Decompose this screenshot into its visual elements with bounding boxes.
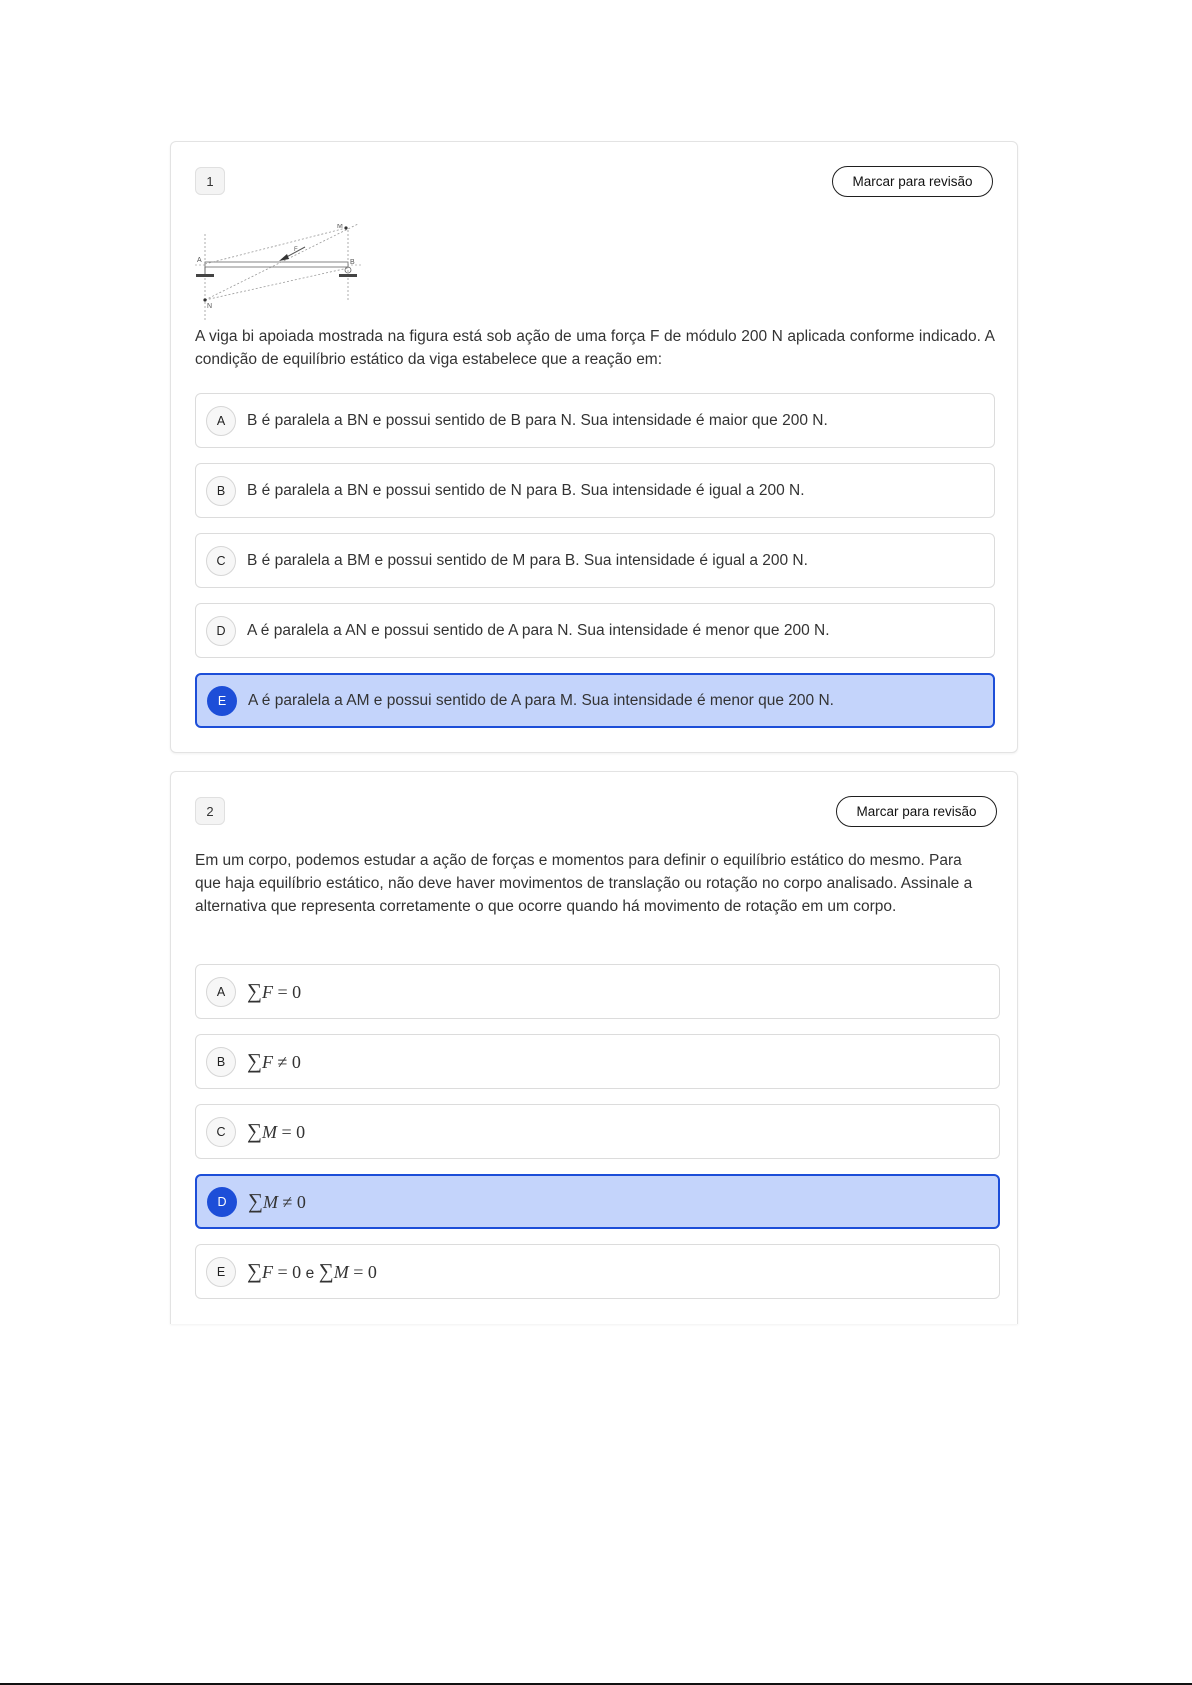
label-f: F <box>294 247 298 253</box>
question-text: A viga bi apoiada mostrada na figura está sob ação de uma força F de módulo 200 N aplicada conforme indicado. A condição de equilíbrio estático da viga estabelece que a reação em: <box>195 328 995 368</box>
formula <box>247 1119 305 1144</box>
option-text: B é paralela a BM e possui sentido de M para B. Sua intensidade é igual a 200 N. <box>247 551 808 569</box>
formula-rel: ≠ <box>277 1052 288 1072</box>
sum-symbol: ∑ <box>247 979 262 1003</box>
option-letter: A <box>206 406 236 436</box>
formula <box>247 979 301 1004</box>
label-m: M <box>337 224 343 230</box>
option-d[interactable] <box>195 603 995 658</box>
option-letter: D <box>206 616 236 646</box>
beam-figure <box>193 224 373 324</box>
formula <box>248 1189 306 1214</box>
option-b[interactable] <box>195 1034 1000 1089</box>
formula-val: 0 <box>296 1192 306 1212</box>
formula-var: M <box>333 1262 349 1282</box>
formula <box>247 1259 377 1284</box>
formula-val: 0 <box>296 1122 306 1142</box>
option-letter: B <box>206 1047 236 1077</box>
option-c[interactable] <box>195 1104 1000 1159</box>
option-text: A é paralela a AN e possui sentido de A para N. Sua intensidade é menor que 200 N. <box>247 621 830 639</box>
label-b: B <box>350 259 355 266</box>
option-text: B é paralela a BN e possui sentido de N para B. Sua intensidade é igual a 200 N. <box>247 481 805 499</box>
option-c[interactable] <box>195 533 995 588</box>
option-a[interactable] <box>195 964 1000 1019</box>
sum-symbol: ∑ <box>248 1189 263 1213</box>
question-card-2 <box>170 771 1018 1324</box>
formula-var: F <box>261 1052 273 1072</box>
formula-var: F <box>261 1262 273 1282</box>
sum-symbol: ∑ <box>318 1259 334 1283</box>
formula-val: 0 <box>292 982 302 1002</box>
formula-val: 0 <box>292 1262 302 1282</box>
formula-rel: ≠ <box>282 1192 293 1212</box>
formula-var: F <box>261 982 273 1002</box>
label-n: N <box>207 303 213 310</box>
options-list <box>195 964 1000 1314</box>
label-a: A <box>197 257 202 264</box>
mark-for-review-button[interactable]: Marcar para revisão <box>832 166 993 197</box>
option-e[interactable] <box>195 1244 1000 1299</box>
formula-rel: = <box>277 982 288 1002</box>
option-text: A é paralela a AM e possui sentido de A para M. Sua intensidade é menor que 200 N. <box>248 691 834 709</box>
option-d[interactable] <box>195 1174 1000 1229</box>
formula-var: M <box>262 1192 278 1212</box>
formula-var: M <box>261 1122 277 1142</box>
option-letter: B <box>206 476 236 506</box>
formula-rel: = <box>281 1122 292 1142</box>
formula-val: 0 <box>291 1052 301 1072</box>
formula-conj: e <box>305 1265 315 1282</box>
option-letter: D <box>207 1187 237 1217</box>
option-text: B é paralela a BN e possui sentido de B para N. Sua intensidade é maior que 200 N. <box>247 411 828 429</box>
formula-val: 0 <box>367 1262 377 1282</box>
option-b[interactable] <box>195 463 995 518</box>
options-list <box>195 393 995 743</box>
formula <box>247 1049 301 1074</box>
option-letter: E <box>207 686 237 716</box>
option-letter: C <box>206 546 236 576</box>
sum-symbol: ∑ <box>247 1119 262 1143</box>
sum-symbol: ∑ <box>247 1259 262 1283</box>
option-a[interactable] <box>195 393 995 448</box>
option-e[interactable] <box>195 673 995 728</box>
question-text: Em um corpo, podemos estudar a ação de forças e momentos para definir o equilíbrio estático do mesmo. Para que haja equilíbrio estático, não deve haver movimentos de translação ou rotação no corpo analisado. Assinale a alternativa que representa corretamente o que ocorre quando há movimento de rotação em um corpo. <box>195 852 973 915</box>
question-number: 2 <box>195 797 225 825</box>
formula-rel: = <box>353 1262 364 1282</box>
formula-rel: = <box>277 1262 288 1282</box>
option-letter: C <box>206 1117 236 1147</box>
question-card-1 <box>170 141 1018 753</box>
question-number: 1 <box>195 167 225 195</box>
sum-symbol: ∑ <box>247 1049 262 1073</box>
option-letter: E <box>206 1257 236 1287</box>
mark-for-review-button[interactable]: Marcar para revisão <box>836 796 997 827</box>
option-letter: A <box>206 977 236 1007</box>
